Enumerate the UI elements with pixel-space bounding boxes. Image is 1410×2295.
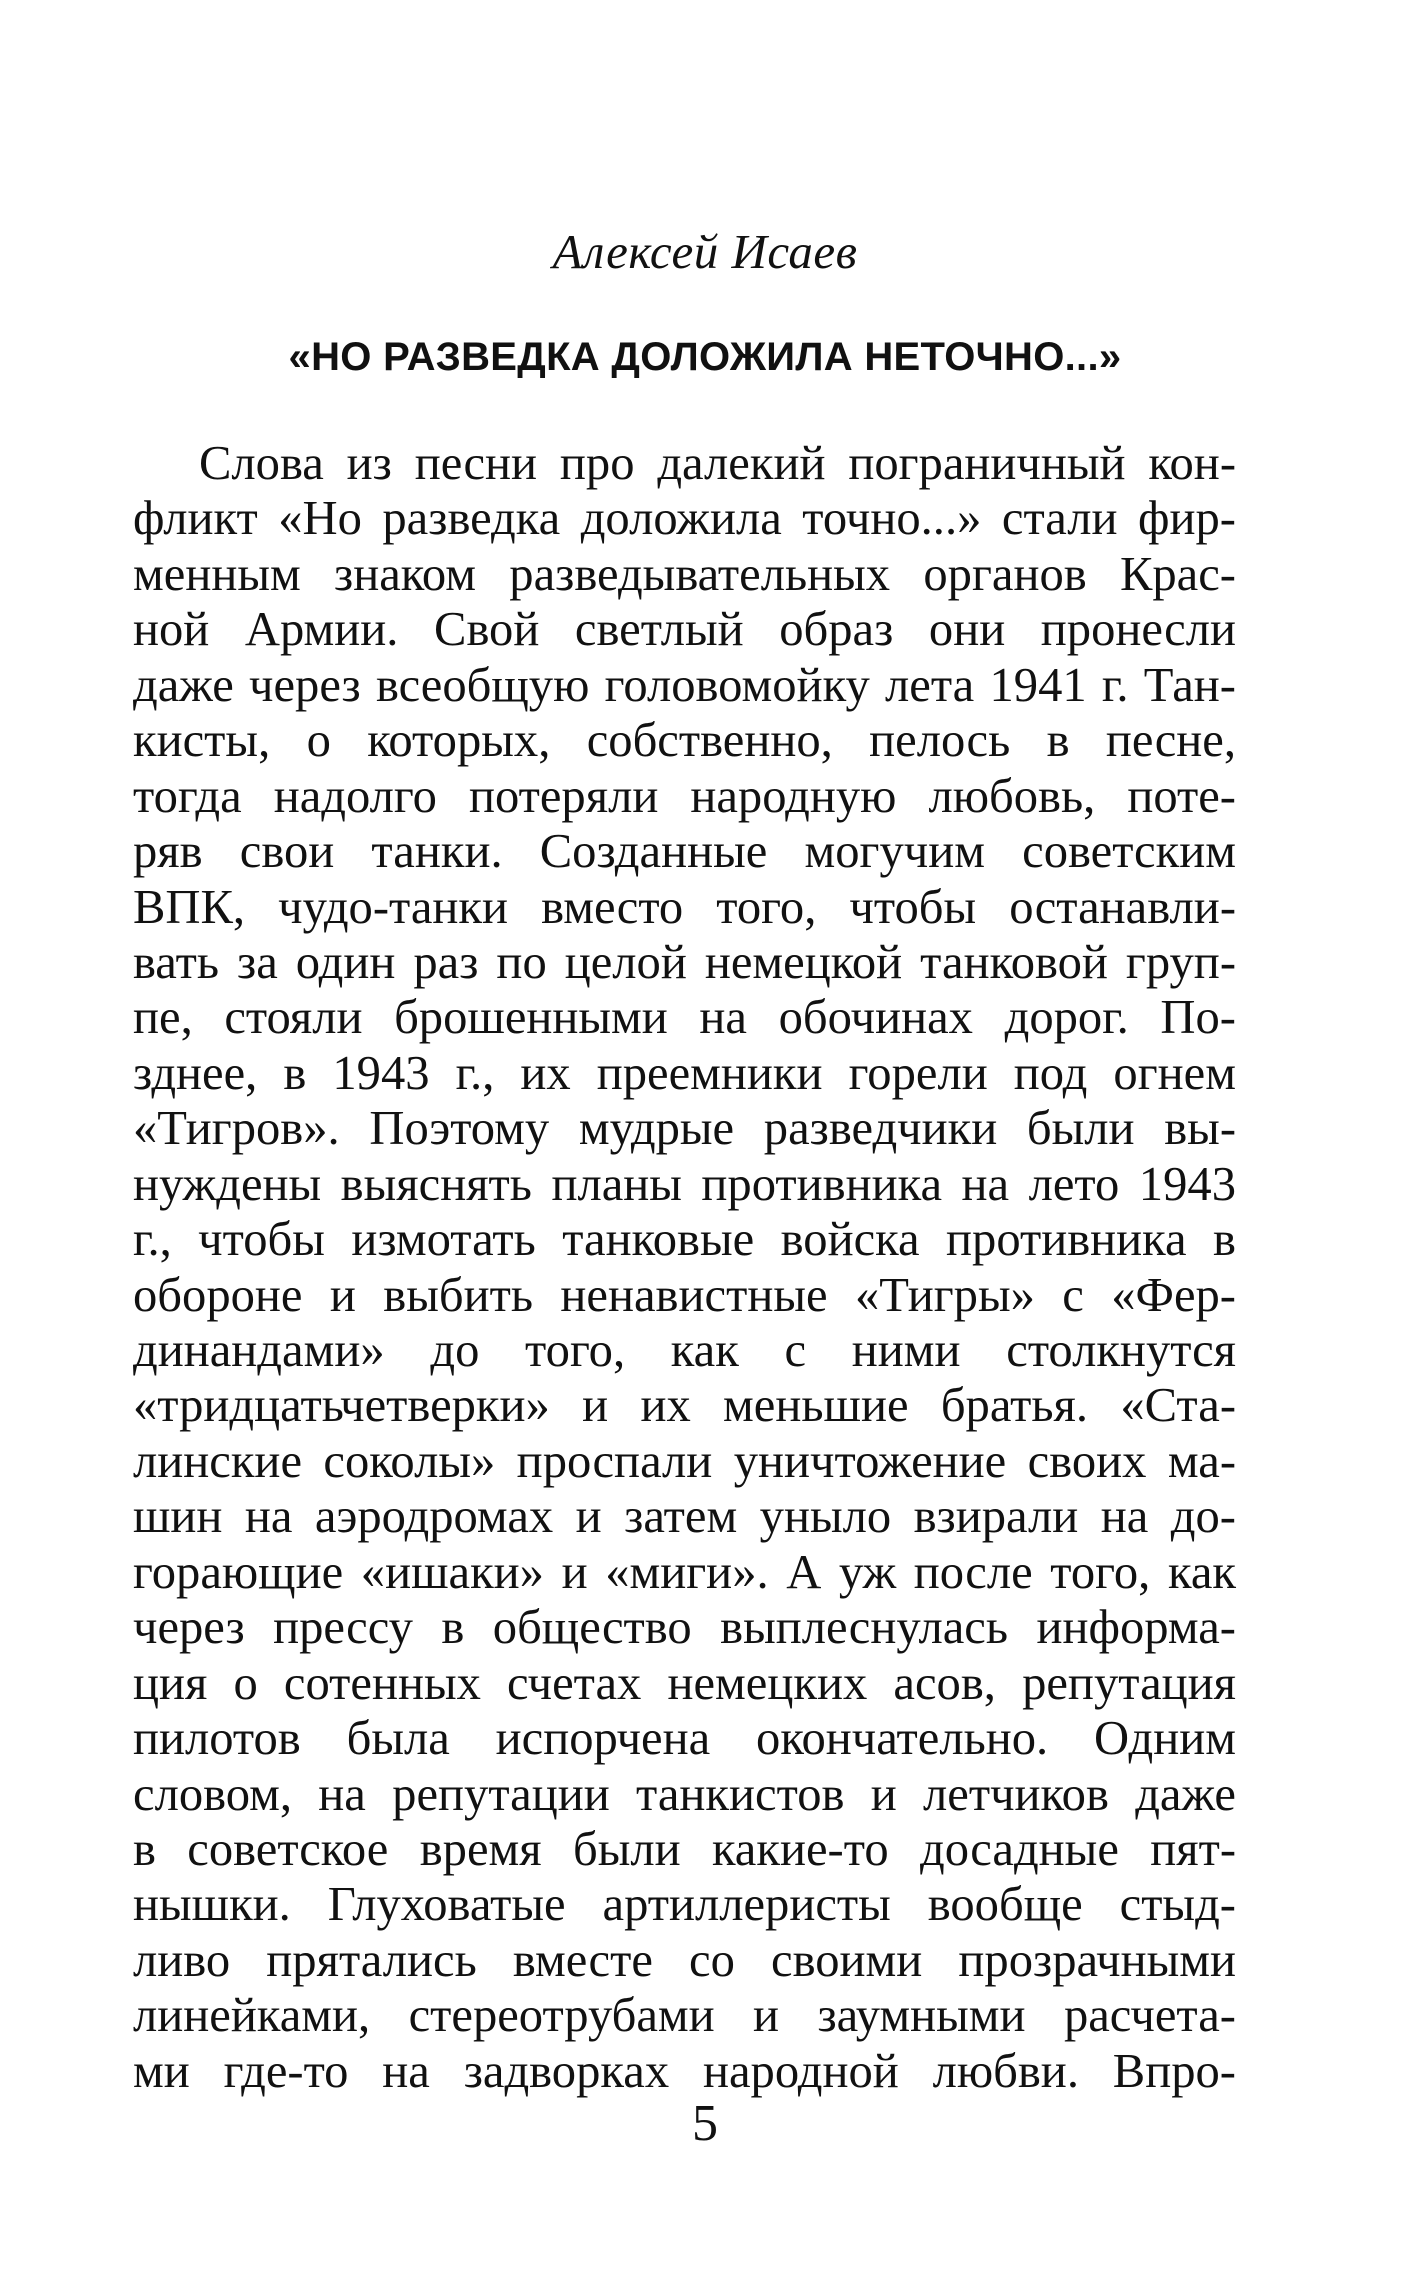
text-line: ВПК, чудо-танки вместо того, чтобы останавли-	[133, 879, 1236, 934]
text-line: динандами» до того, как с ними столкнутся	[133, 1323, 1236, 1377]
text-line: даже через всеобщую головомойку лета 1941 г. Тан-	[133, 657, 1236, 712]
text-line: тогда надолго потеряли народную любовь, поте-	[133, 768, 1236, 823]
text-line: нышки. Глуховатые артиллеристы вообще стыд-	[133, 1877, 1236, 1932]
text-line: горающие «ишаки» и «миги». А уж после того, как	[133, 1544, 1236, 1599]
text-line: менным знаком разведывательных органов Крас-	[133, 546, 1236, 601]
text-line: словом, на репутации танкистов и летчиков даже	[133, 1766, 1236, 1821]
page-number: 5	[692, 2095, 718, 2152]
text-line: через прессу в общество выплеснулась информа-	[133, 1600, 1236, 1655]
text-line: ной Армии. Свой светлый образ они пронесли	[133, 602, 1236, 657]
text-line: «тридцатьчетверки» и их меньшие братья. «Ста-	[133, 1378, 1236, 1433]
text-line: пе, стояли брошенными на обочинах дорог. По-	[133, 990, 1236, 1045]
text-line: г., чтобы измотать танковые войска противника в	[133, 1212, 1236, 1267]
text-line: вать за один раз по целой немецкой танковой груп-	[133, 934, 1236, 989]
text-line: Слова из песни про далекий пограничный кон-	[199, 436, 1236, 490]
text-line: ряв свои танки. Созданные могучим советским	[133, 824, 1236, 879]
text-line: кисты, о которых, собственно, пелось в песне,	[133, 713, 1236, 768]
text-line: шин на аэродромах и затем уныло взирали на до-	[133, 1489, 1236, 1544]
author-name: Алексей Исаев	[552, 224, 858, 279]
text-line: в советское время были какие-то досадные пят-	[133, 1821, 1236, 1876]
text-line: нуждены выяснять планы противника на лето 1943	[133, 1156, 1236, 1211]
text-line: зднее, в 1943 г., их преемники горели под огнем	[133, 1045, 1236, 1100]
text-line: линейками, стереотрубами и заумными расчета-	[133, 1988, 1236, 2043]
text-line: «Тигров». Поэтому мудрые разведчики были вы-	[133, 1101, 1236, 1156]
text-line: ми где-то на задворках народной любви. Впро-	[133, 2043, 1236, 2098]
chapter-title: «НО РАЗВЕДКА ДОЛОЖИЛА НЕТОЧНО...»	[288, 335, 1122, 379]
text-line: пилотов была испорчена окончательно. Одним	[133, 1711, 1236, 1766]
text-line: фликт «Но разведка доложила точно...» стали фир-	[133, 491, 1236, 546]
text-line: линские соколы» проспали уничтожение своих ма-	[133, 1433, 1236, 1488]
text-line: ливо прятались вместе со своими прозрачными	[133, 1932, 1236, 1987]
text-line: ция о сотенных счетах немецких асов, репутация	[133, 1655, 1236, 1710]
text-line: обороне и выбить ненавистные «Тигры» с «Фер-	[133, 1267, 1236, 1322]
body-paragraph	[133, 436, 1236, 2099]
